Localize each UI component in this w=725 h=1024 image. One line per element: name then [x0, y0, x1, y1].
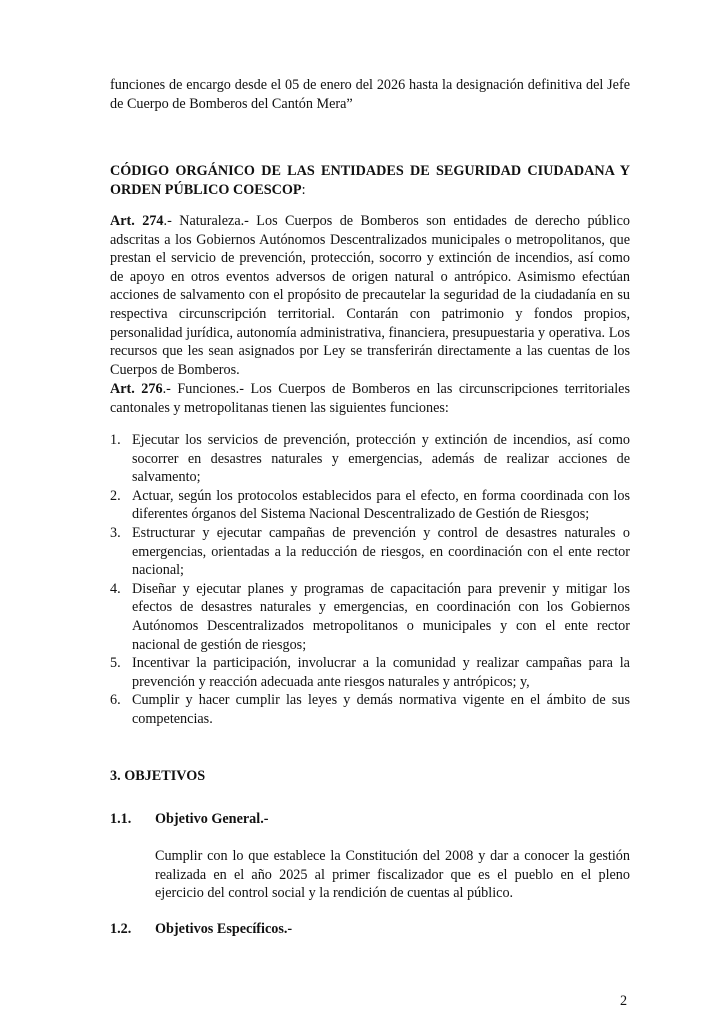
intro-paragraph: funciones de encargo desde el 05 de enero del 2026 hasta la designación definitiva del Jefe de Cuerpo de Bomberos del Cantón Mera” [110, 77, 630, 112]
list-item-text: Ejecutar los servicios de prevención, protección y extinción de incendios, así como socorrer en desastres naturales y emergencias, además de realizar acciones de salvamento; [132, 432, 630, 486]
art-274-paragraph [110, 212, 630, 379]
coescop-heading-text: CÓDIGO ORGÁNICO DE LAS ENTIDADES DE SEGURIDAD CIUDADANA Y ORDEN PÚBLICO COESCOP [110, 163, 630, 198]
list-item-number: 5. [110, 655, 121, 672]
art-276-label: Art. 276 [110, 381, 163, 397]
objetivos-heading: 3. OBJETIVOS [110, 768, 206, 784]
list-item-text: Cumplir y hacer cumplir las leyes y demás normativa vigente en el ámbito de sus competencias. [132, 692, 630, 727]
coescop-heading-colon: : [301, 181, 306, 198]
list-item [110, 487, 630, 524]
objetivo-general-text: Cumplir con lo que establece la Constitución del 2008 y dar a conocer la gestión realizada en el año 2025 al primer fiscalizador que es el pueblo en el pleno ejercicio del control social y la rendición de cuentas al público. [155, 848, 630, 902]
page-number: 2 [620, 993, 628, 1009]
art-274-label: Art. 274 [110, 213, 164, 229]
list-item [110, 691, 630, 728]
objetivos-especificos-title: Objetivos Específicos.- [155, 921, 293, 937]
art-276-text: .- Funciones.- Los Cuerpos de Bomberos en las circunscripciones territoriales cantonales y metropolitanas tienen las siguientes funciones: [110, 381, 630, 416]
objetivo-general-title: Objetivo General.- [155, 811, 269, 827]
list-item [110, 580, 630, 654]
list-item-number: 4. [110, 580, 121, 597]
list-item [110, 431, 630, 487]
list-item-number: 6. [110, 692, 121, 709]
list-item [110, 654, 630, 691]
objetivo-general-number: 1.1. [110, 811, 132, 827]
list-item-text: Actuar, según los protocolos establecidos para el efecto, en forma coordinada con los diferentes órganos del Sistema Nacional Descentralizado de Gestión de Riesgos; [132, 487, 630, 523]
list-item-number: 2. [110, 487, 121, 504]
list-item-text: Estructurar y ejecutar campañas de prevención y control de desastres naturales o emergencias, orientadas a la reducción de riesgos, en coordinación con el ente rector nacional; [132, 524, 630, 579]
list-item-number: 1. [110, 432, 121, 448]
list-item-text: Incentivar la participación, involucrar a la comunidad y realizar campañas para la prevención y reacción adecuada ante riesgos naturales y antrópicos; y, [132, 655, 630, 690]
art-276-paragraph [110, 380, 630, 417]
functions-list [110, 431, 630, 729]
list-item [110, 524, 630, 580]
coescop-heading [110, 162, 630, 199]
objetivos-especificos-number: 1.2. [110, 921, 132, 937]
art-274-text: .- Naturaleza.- Los Cuerpos de Bomberos son entidades de derecho público adscritas a los Gobiernos Autónomos Descentralizados municipales o metropolitanos, que prestan el servicio de prevención, protección, socorro y extinción de incendios, así como de apoyo en otros eventos adversos de origen natural o antrópico. Asimismo efectúan acciones de salvamento con el propósito de precautelar la seguridad de la ciudadanía en su respectiva circunscripción territorial. Contarán con patrimonio y fondos propios, personalidad jurídica, autonomía administrativa, financiera, presupuestaria y operativa. Los recursos que les sean asignados por Ley se transferirán directamente a las cuentas de los Cuerpos de Bomberos. [110, 213, 630, 378]
list-item-number: 3. [110, 524, 121, 541]
list-item-text: Diseñar y ejecutar planes y programas de capacitación para prevenir y mitigar los efectos de desastres naturales y emergencias, en coordinación con los Gobiernos Autónomos Descentralizados metropolitanos o municipales y con el ente rector nacional de gestión de riesgos; [132, 580, 630, 653]
